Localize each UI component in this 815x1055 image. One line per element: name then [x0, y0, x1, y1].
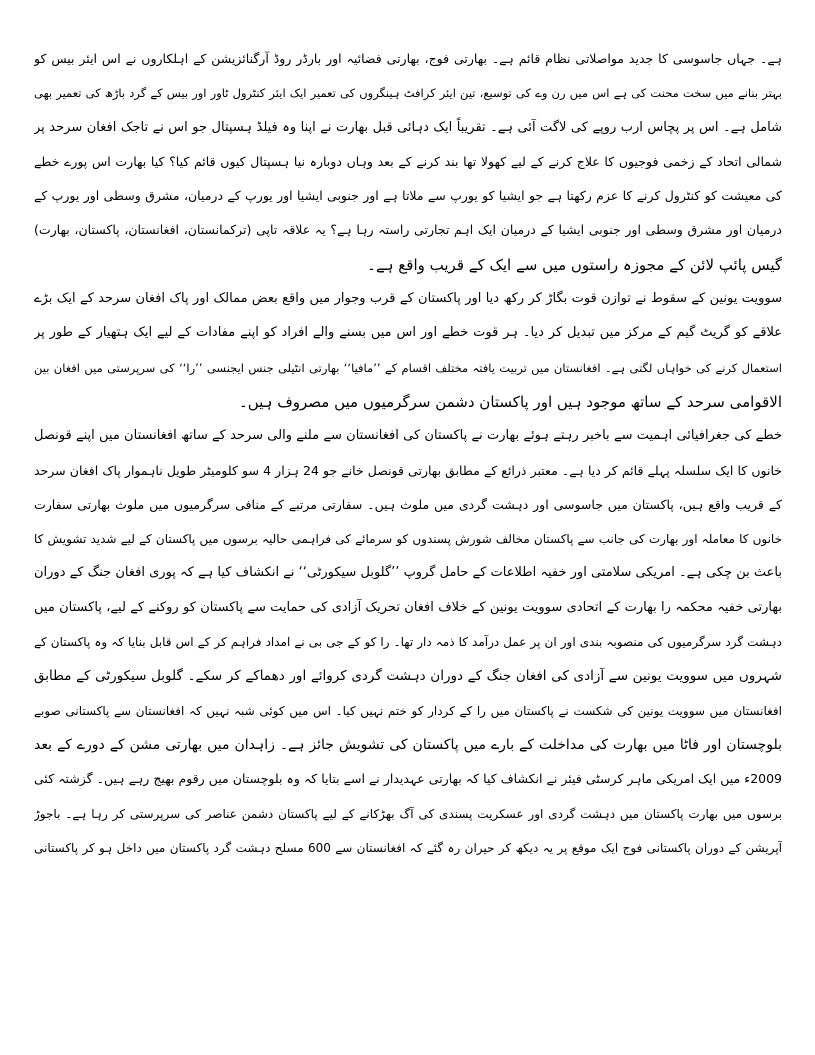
text-line: کی معیشت کو کنٹرول کرنے کا عزم رکھتا ہے جو ایشیا کو یورپ سے ملاتا ہے اور جنوبی ایشیا اور یورپ کے درمیان، مشرق وسطی اور یورپ کے — [34, 188, 782, 204]
text-line: شامل ہے۔ اس پر پچاس ارب روپے کی لاگت آئی ہے۔ تقریباً ایک دہائی قبل بھارت نے اپنا وہ فیلڈ ہسپتال جو اس نے تاجک افغان سرحد پر — [34, 119, 782, 135]
text-line: شہروں میں سوویت یونین سے آزادی کی افغان جنگ کے دوران دہشت گردی کروائے اور دھماکے کر سکے۔ گلوبل سیکورٹی کے مطابق — [34, 668, 782, 685]
text-line: دہشت گرد سرگرمیوں کی منصوبہ بندی اور ان پر عمل درآمد کا ذمہ دار تھا۔ را کو کے جی بی نے امداد فراہم کر کے اس قابل بنایا کہ وہ پاکستان کے — [34, 635, 782, 650]
text-line: الاقوامی سرحد کے ساتھ موجود ہیں اور پاکستان دشمن سرگرمیوں میں مصروف ہیں۔ — [238, 392, 782, 411]
text-line: خانوں کا ایک سلسلہ پہلے قائم کر دیا ہے۔ معتبر ذرائع کے مطابق بھارتی قونصل خانے جو 24 ہزار 4 سو کلومیٹر طویل ناہموار پاک افغان سرحد — [34, 462, 782, 478]
text-line: بہتر بنانے میں سخت محنت کی ہے اس میں رن وے کی توسیع، تین ایئر کرافٹ ہینگروں کی تعمیر ایک ایئر کنٹرول ٹاور اور بیس کے گرد باڑھ کی تعمیر بھی — [34, 86, 782, 101]
text-line: درمیان اور مشرق وسطی اور جنوبی ایشیا کے درمیان ایک اہم تجارتی راستہ رہا ہے؟ یہ علاقہ تاپی (ترکمانستان، افغانستان، پاکستان، بھارت) — [34, 222, 782, 238]
text-line: برسوں میں بھارت پاکستان میں دہشت گردی اور عسکریت پسندی کی آگ بھڑکانے کے لیے پاکستان دشمن عناصر کی سرپرستی کر رہا ہے۔ باجوڑ — [34, 806, 782, 821]
text-line: علاقے کو گریٹ گیم کے مرکز میں تبدیل کر دیا۔ ہر قوت خطے اور اس میں بسنے والے افراد کو اپنے مفادات کے لیے ایک ہتھیار کے طور پر — [34, 325, 782, 341]
text-line: بھارتی خفیہ محکمہ را بھارت کے اتحادی سوویت یونین کے خلاف افغان تحریک آزادی کی حمایت سے پاکستان کو روکنے کے لیے، پاکستان میں — [34, 599, 782, 615]
paragraph-great-game — [34, 282, 782, 419]
paragraph-taji-airbase — [34, 42, 782, 282]
text-line: خطے کی جغرافیائی اہمیت سے باخبر رہتے ہوئے بھارت نے پاکستان کی افغانستان سے ملنے والی سرحد کے ساتھ افغانستان میں اپنے قونصل — [34, 428, 782, 444]
text-line: شمالی اتحاد کے زخمی فوجیوں کا علاج کرنے کے لیے کھولا تھا بند کرنے کے بعد وہاں دوبارہ نیا ہسپتال کیوں قائم کیا؟ کیا بھارت اس پورے خطے — [34, 153, 782, 169]
text-line: 2009ء میں ایک امریکی ماہر کرسٹی فیئر نے انکشاف کیا کہ بھارتی عہدیدار نے اسے بتایا کہ وہ بلوچستان میں رقوم بھیج رہے ہیں۔ گزشتہ کئی — [34, 771, 782, 787]
text-line: باعث بن چکی ہے۔ امریکی سلامتی اور خفیہ اطلاعات کے حامل گروپ ’’گلوبل سیکورٹی‘‘ نے انکشاف کیا ہے کہ پوری افغان جنگ کے دوران — [34, 565, 782, 581]
paragraph-consulates — [34, 419, 782, 865]
text-line: خانوں کا معاملہ اور بھارت کی جانب سے پاکستان مخالف شورش پسندوں کو سرمائے کی فراہمی حالیہ برسوں میں پاکستان کے لیے شدید تشویش کا — [34, 532, 782, 547]
text-line: آپریشن کے دوران پاکستانی فوج ایک موقع پر یہ دیکھ کر حیران رہ گئے کہ افغانستان سے 600 مسلح دہشت گرد پاکستان میں داخل ہو کر پاکستانی — [34, 840, 782, 855]
text-line: ہے۔ جہاں جاسوسی کا جدید مواصلاتی نظام قائم ہے۔ بھارتی فوج، بھارتی فضائیہ اور بارڈر روڈ آرگنائزیشن کے اہلکاروں نے اس ایئر بیس کو — [34, 51, 782, 66]
text-line: سوویت یونین کے سقوط نے توازن قوت بگاڑ کر رکھ دیا اور پاکستان کے قرب وجوار میں واقع بعض ممالک اور پاک افغان سرحد کے ایک بڑے — [34, 291, 782, 307]
text-line: گیس پائپ لائن کے مجوزہ راستوں میں سے ایک کے قریب واقع ہے۔ — [367, 255, 782, 274]
text-line: افغانستان میں سوویت یونین کی شکست نے پاکستان میں را کے کردار کو ختم نہیں کیا۔ اس میں کوئی شبہ نہیں کہ افغانستان سے پاکستانی صوبے — [34, 703, 782, 718]
text-line: کے قریب واقع ہیں، پاکستان میں جاسوسی اور دہشت گردی میں ملوث ہیں۔ سفارتی مرتبے کے منافی سرگرمیوں میں ملوث بھارتی سفارت — [34, 496, 782, 512]
text-line: بلوچستان اور فاٹا میں بھارت کی مداخلت کے بارے میں پاکستان کی تشویش جائز ہے۔ زاہدان میں بھارتی مشن کے دورے کے بعد — [34, 736, 782, 753]
text-line: استعمال کرنے کی خواہاں لگتی ہے۔ افغانستان میں تربیت یافتہ مختلف اقسام کے ’’مافیا‘‘ بھارتی انٹیلی جنس ایجنسی ’’را‘‘ کی سرپرستی میں افغان بین — [34, 360, 782, 375]
document-page — [34, 42, 782, 865]
